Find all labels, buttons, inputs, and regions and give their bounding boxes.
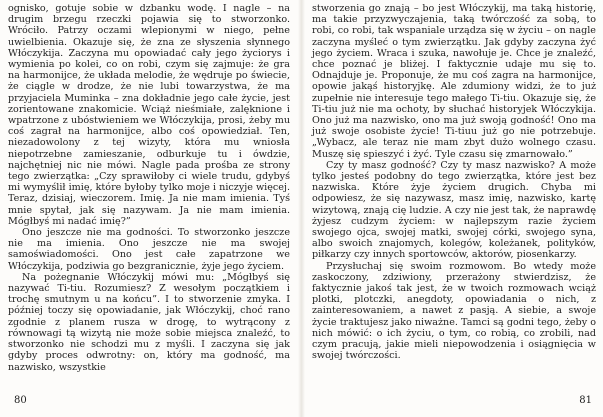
paragraph: Na pożegnanie Włóczykij mówi mu: „Mógłbyś się nazywać Ti-tiu. Rozumiesz? Z wesołym początkiem i trochę smutnym u na końcu”. I to stworzenie zmyka. I później toczy się opowiadanie, jak Włóczykij, choć rano zgodnie z planem rusza w drogę, to wytrącony z równowagi tą wizytą nie może sobie miejsca znaleźć, to stworzonko nie schodzi mu z myśli. I zaczyna się jak gdyby proces odwrotny: on, który ma godność, ma nazwisko, wszystkie — [8, 271, 290, 373]
right-page — [312, 3, 596, 417]
book-gutter — [298, 0, 305, 417]
left-page — [8, 3, 290, 417]
paragraph: Ono jeszcze nie ma godności. To stworzonko jeszcze nie ma imienia. Ono jeszcze nie ma swojej samoświadomości. Ono jest całe zapatrzone we Włóczykija, podziwia go bezgranicznie, żyje jego życiem. — [8, 227, 290, 272]
paragraph: ognisko, gotuje sobie w dzbanku wodę. I nagle – na drugim brzegu rzeczki pojawia się to stworzonko. Wróciło. Patrzy oczami wlepionymi w niego, pełne uwielbienia. Okazuje się, że zna ze słyszenia słynnego Włóczykija. Zaczyna mu opowiadać cały jego życiorys i wymienia po kolei, co on robi, czym się zajmuje: że gra na harmonijce, że układa melodie, że wędruje po świecie, że ciągle w drodze, że nie lubi towarzystwa, że ma przyjaciela Muminka – zna dokładnie jego całe życie, jest zorientowane znakomicie. Wciąż nieśmiałe, zalęknione i wpatrzone z ubóstwieniem we Włóczykija, prosi, żeby mu coś zagrał na harmonijce, albo coś opowiedział. Ten, niezadowolony z tej wizyty, która mu wniosła niepotrzebne zamieszanie, odburkuje tu i ówdzie, najchętniej nic nie mówi. Nagle pada prośba ze strony tego zwierzątka: „Czy sprawiłoby ci wiele trudu, gdybyś mi wymyślił imię, które byłoby tylko moje i niczyje więcej. Teraz, dzisiaj, wieczorem. Imię. Ja nie mam imienia. Tyś mnie spytał, jak się nazywam. Ja nie mam imienia. Mógłbyś mi nadać imię?” — [8, 3, 290, 227]
page-number-left: 80 — [14, 395, 27, 406]
right-page-text — [312, 3, 596, 362]
paragraph: Czy ty masz godność? Czy ty masz nazwisko? A może tylko jesteś podobny do tego zwierzątka, które jest bez nazwiska. Które żyje życiem drugich. Chyba mi odpowiesz, że się nazywasz, masz imię, nazwisko, kartę wizytową, znają cię ludzie. A czy nie jest tak, że naprawdę żyjesz cudzym życiem: w najlepszym razie życiem swojego ojca, swojej matki, swojej córki, swojego syna, albo swoich znajomych, kolegów, koleżanek, polityków, piłkarzy czy innych sportowców, aktorów, piosenkarzy. — [312, 159, 596, 261]
page-number-right: 81 — [579, 395, 592, 406]
paragraph: stworzenia go znają – bo jest Włóczykij, ma taką historię, ma takie przyzwyczajenia, taką twórczość za sobą, to robi, co robi, tak wspaniale urządza się w życiu – on nagle zaczyna myśleć o tym zwierzątku. Jak gdyby zaczyna żyć jego życiem. Wraca i szuka, nawołuje je. Chce je znaleźć, chce poznać je bliżej. I faktycznie udaje mu się to. Odnajduje je. Proponuje, że mu coś zagra na harmonijce, opowie jakąś historyjkę. Ale zdumiony widzi, że to już zupełnie nie interesuje tego małego Ti-tiu. Okazuje się, że Ti-tiu już nie ma ochoty, by słuchać historyjek Włóczykija. Ono już ma nazwisko, ono ma już swoją godność! Ono ma już swoje osobiste życie! Ti-tiuu już go nie potrzebuje. „Wybacz, ale teraz nie mam zbyt dużo wolnego czasu. Muszę się spieszyć i żyć. Tyle czasu się zmarnowało.” — [312, 3, 596, 160]
left-page-text — [8, 3, 290, 373]
paragraph: Przysłuchaj się swoim rozmowom. Bo wtedy może zaskoczony, zdziwiony, przerażony stwierdzisz, że faktycznie jakoś tak jest, że w twoich rozmowach wciąż plotki, plotczki, anegdoty, opowiadania o nich, z zainteresowaniem, a nawet z pasją. A siebie, a swoje życie traktujesz jako niważne. Tamci są godni tego, żeby o nich mówić: o ich życiu, o tym, co robią, co zrobili, nad czym pracują, jakie mieli niepowodzenia i osiągnięcia w swojej twórczości. — [312, 260, 596, 362]
